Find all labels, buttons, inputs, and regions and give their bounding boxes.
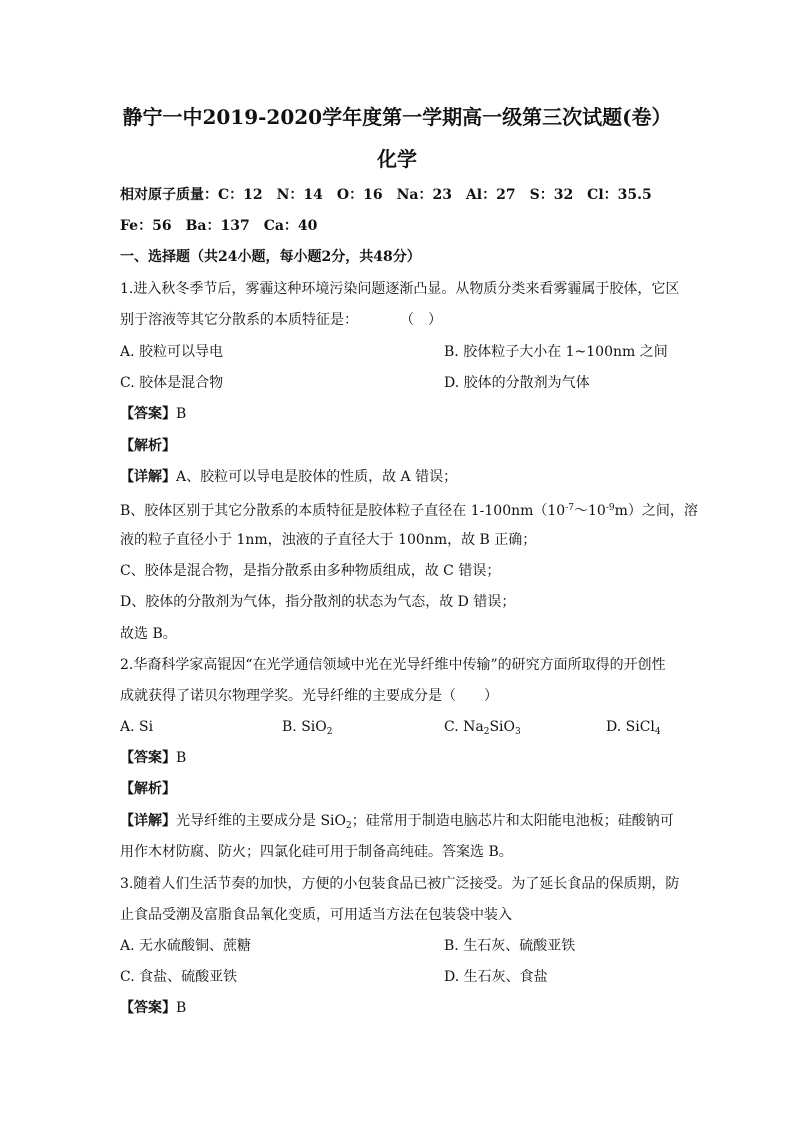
q2-stem-line-2: 成就获得了诺贝尔物理学奖。光导纤维的主要成分是（ ） xyxy=(120,688,498,704)
q3-option-a: A. 无水硫酸铜、蔗糖 xyxy=(120,938,252,954)
detail-text-a: 光导纤维的主要成分是 SiO xyxy=(176,813,346,829)
q1-option-b: B. 胶体粒子大小在 1~100nm 之间 xyxy=(444,344,668,360)
q1-answer xyxy=(120,405,186,423)
answer-tag: 【答案】 xyxy=(120,750,176,766)
q1-detail-line-6: 故选 B。 xyxy=(120,626,177,642)
q3-stem-line-2: 止食品受潮及富脂食品氧化变质，可用适当方法在包装袋中装入 xyxy=(120,907,512,923)
exponent-b: -9 xyxy=(605,503,615,513)
answer-tag: 【答案】 xyxy=(120,406,176,422)
exam-title: 静宁一中2019-2020学年度第一学期高一级第三次试题(卷） xyxy=(122,105,672,129)
q1-detail-line-5: D、胶体的分散剂为气体，指分散剂的状态为气态，故 D 错误； xyxy=(120,594,516,610)
q3-option-c: C. 食盐、硫酸亚铁 xyxy=(120,969,238,985)
option-text-mid: SiO xyxy=(489,719,515,735)
detail-tag: 【详解】 xyxy=(120,813,176,829)
q2-detail-line-2: 用作木材防腐、防火；四氯化硅可用于制备高纯硅。答案选 B。 xyxy=(120,844,513,860)
option-text: D. SiCl xyxy=(606,719,655,735)
answer-value: B xyxy=(176,1000,187,1016)
exponent-a: -7 xyxy=(565,503,574,513)
q3-answer xyxy=(120,999,186,1017)
answer-value: B xyxy=(176,406,187,422)
option-text: B. SiO xyxy=(282,719,327,735)
subscript: 3 xyxy=(515,727,521,737)
q1-analysis-tag: 【解析】 xyxy=(120,438,176,454)
q2-answer xyxy=(120,749,186,767)
atomic-masses-line-1: 相对原子质量：C：12 N：14 O：16 Na：23 Al：27 S：32 Cl：35.5 xyxy=(120,187,652,203)
answer-value: B xyxy=(176,750,187,766)
answer-tag: 【答案】 xyxy=(120,1000,176,1016)
detail-text-b: ～10 xyxy=(573,503,606,519)
q3-option-b: B. 生石灰、硫酸亚铁 xyxy=(444,938,576,954)
q1-option-a: A. 胶粒可以导电 xyxy=(120,344,224,360)
q1-stem-line-2: 别于溶液等其它分散系的本质特征是： （ ） xyxy=(120,312,442,328)
detail-text-b: ；硅常用于制造电脑芯片和太阳能电池板；硅酸钠可 xyxy=(351,813,674,829)
section-heading: 一、选择题（共24小题，每小题2分，共48分） xyxy=(120,249,421,265)
detail-text: A、胶粒可以导电是胶体的性质，故 A 错误； xyxy=(176,469,458,485)
subscript: 2 xyxy=(326,727,333,737)
q1-detail-line-4: C、胶体是混合物，是指分散系由多种物质组成，故 C 错误； xyxy=(120,563,501,579)
q3-option-d: D. 生石灰、食盐 xyxy=(444,969,548,985)
subscript: 2 xyxy=(483,727,490,737)
subject-title: 化学 xyxy=(377,147,417,171)
q1-stem-line-1: 1.进入秋冬季节后，雾霾这种环境污染问题逐渐凸显。从物质分类来看雾霾属于胶体，它区 xyxy=(120,281,680,297)
detail-text-a: B、胶体区别于其它分散系的本质特征是胶体粒子直径在 1-100nm（10 xyxy=(120,503,566,519)
option-text: C. Na xyxy=(444,719,484,735)
atomic-masses-line-2: Fe：56 Ba：137 Ca：40 xyxy=(120,218,318,234)
subscript: 2 xyxy=(346,821,352,831)
q1-option-c: C. 胶体是混合物 xyxy=(120,375,224,391)
detail-text-c: m）之间，溶 xyxy=(614,503,698,519)
q2-option-a: A. Si xyxy=(120,719,154,735)
q2-option-b xyxy=(282,718,332,741)
q2-stem-line-1: 2.华裔科学家高锟因“在光学通信领域中光在光导纤维中传输”的研究方面所取得的开创性 xyxy=(120,657,666,673)
subscript: 4 xyxy=(654,727,661,737)
q1-detail-line-2 xyxy=(120,499,698,520)
q2-option-c xyxy=(444,718,521,741)
detail-tag: 【详解】 xyxy=(120,469,176,485)
q2-option-d xyxy=(606,718,661,741)
q2-detail-line-1 xyxy=(120,812,674,835)
q2-analysis-tag: 【解析】 xyxy=(120,781,176,797)
q1-detail-line-3: 液的粒子直径小于 1nm，浊液的子直径大于 100nm，故 B 正确； xyxy=(120,532,537,548)
q1-detail-line-1 xyxy=(120,468,457,486)
q1-option-d: D. 胶体的分散剂为气体 xyxy=(444,375,590,391)
q3-stem-line-1: 3.随着人们生活节奏的加快，方便的小包装食品已被广泛接受。为了延长食品的保质期，防 xyxy=(120,876,680,892)
